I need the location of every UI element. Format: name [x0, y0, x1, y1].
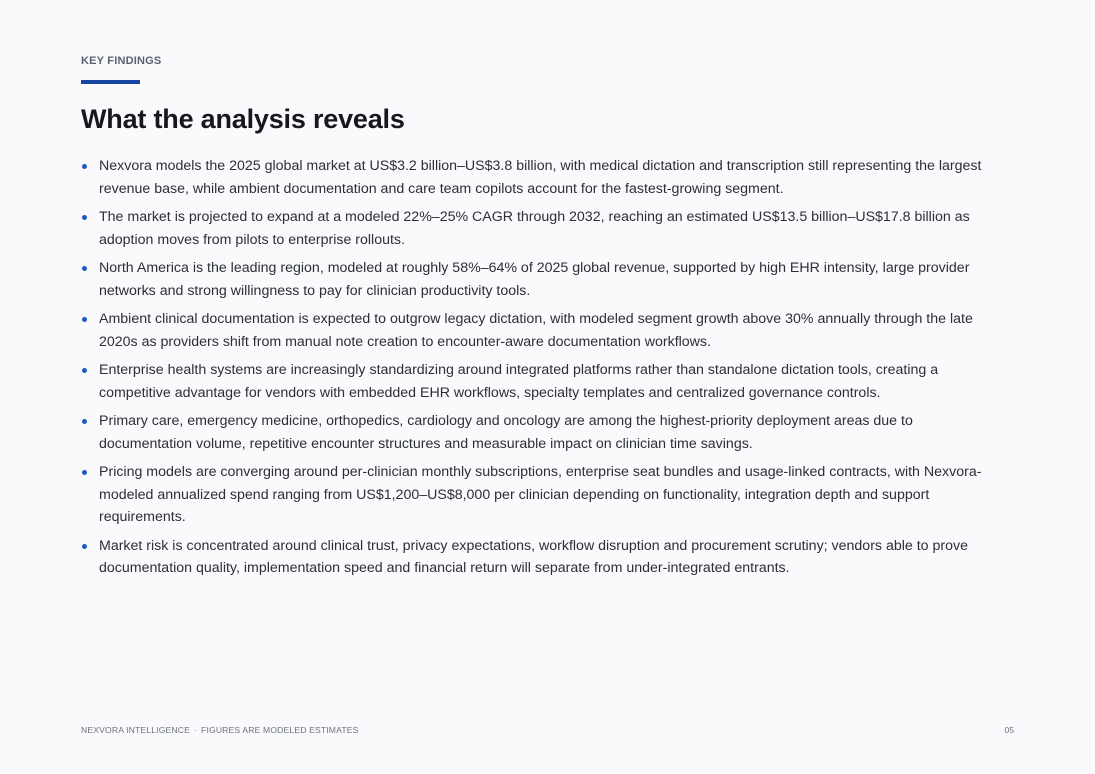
finding-text: Pricing models are converging around per-clinician monthly subscriptions, enterprise seat bundles and usage-linked contracts, with Nexvora-modeled annualized spend ranging from US$1,200–US$8,000 per clinician depending on functionality, integration depth and support requirements.: [99, 464, 982, 525]
bullet-icon: [82, 266, 87, 271]
findings-list: [81, 155, 1006, 586]
key-findings-page: [81, 0, 1016, 774]
finding-text: Enterprise health systems are increasingly standardizing around integrated platforms rather than standalone dictation tools, creating a competitive advantage for vendors with embedded EHR workflows, specialty templates and centralized governance controls.: [99, 362, 939, 401]
bullet-icon: [82, 368, 87, 373]
finding-item: [81, 461, 1006, 529]
finding-text: Primary care, emergency medicine, orthopedics, cardiology and oncology are among the highest-priority deployment areas due to documentation volume, repetitive encounter structures and measurable impact on clinician time savings.: [99, 413, 913, 452]
bullet-icon: [82, 164, 87, 169]
footer-brand: NEXVORA INTELLIGENCE: [81, 725, 191, 735]
footer-separator: ·: [194, 725, 198, 735]
finding-item: [81, 359, 1006, 404]
finding-item: [81, 257, 1006, 302]
finding-item: [81, 155, 1006, 200]
page-title: What the analysis reveals: [81, 104, 405, 134]
bullet-icon: [82, 544, 87, 549]
page-number: 05: [1004, 725, 1014, 735]
bullet-icon: [82, 317, 87, 322]
section-eyebrow: KEY FINDINGS: [81, 55, 162, 67]
bullet-icon: [82, 419, 87, 424]
finding-item: [81, 206, 1006, 251]
finding-text: Ambient clinical documentation is expected to outgrow legacy dictation, with modeled segment growth above 30% annually through the late 2020s as providers shift from manual note creation to encounter-aware documentation workflows.: [99, 311, 973, 350]
finding-text: Market risk is concentrated around clinical trust, privacy expectations, workflow disruption and procurement scrutiny; vendors able to prove documentation quality, implementation speed and financial return will separate from under-integrated entrants.: [99, 537, 968, 576]
finding-text: The market is projected to expand at a modeled 22%–25% CAGR through 2032, reaching an estimated US$13.5 billion–US$17.8 billion as adoption moves from pilots to enterprise rollouts.: [99, 209, 970, 248]
accent-bar: [81, 80, 140, 84]
finding-item: [81, 535, 1006, 580]
finding-item: [81, 308, 1006, 353]
bullet-icon: [82, 215, 87, 220]
finding-item: [81, 410, 1006, 455]
finding-text: Nexvora models the 2025 global market at US$3.2 billion–US$3.8 billion, with medical dictation and transcription still representing the largest revenue base, while ambient documentation and care team copilots account for the fastest-growing segment.: [99, 158, 982, 197]
footer-note: [81, 725, 359, 735]
bullet-icon: [82, 470, 87, 475]
footer-disclaimer: FIGURES ARE MODELED ESTIMATES: [201, 725, 359, 735]
finding-text: North America is the leading region, modeled at roughly 58%–64% of 2025 global revenue, supported by high EHR intensity, large provider networks and strong willingness to pay for clinician productivity tools.: [99, 260, 970, 299]
